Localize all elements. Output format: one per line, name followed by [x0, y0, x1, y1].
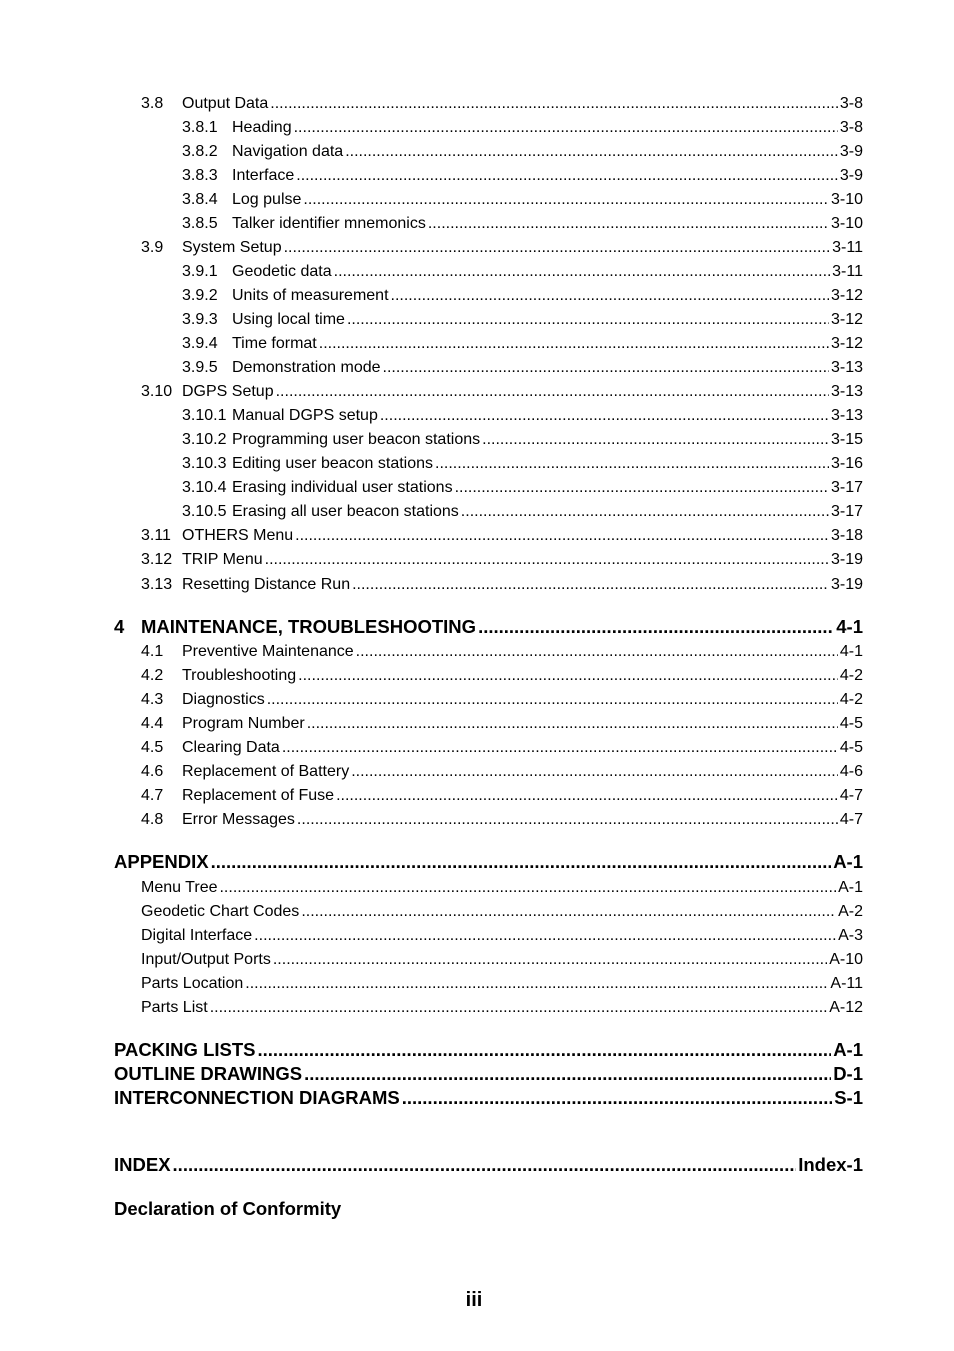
dot-leader [383, 358, 829, 378]
toc-entry-title: INDEX [114, 1154, 171, 1175]
toc-entry-title: DGPS Setup [182, 383, 274, 400]
toc-entry-page: 3-13 [830, 359, 863, 376]
dot-leader [352, 575, 829, 595]
toc-entry[interactable] [182, 286, 863, 306]
toc-entry[interactable] [141, 550, 863, 570]
toc-entry-page: 4-7 [839, 811, 863, 828]
toc-entry[interactable] [114, 850, 863, 874]
dot-leader [245, 974, 828, 994]
toc-entry[interactable] [141, 902, 863, 922]
dot-leader [258, 1038, 832, 1062]
dot-leader [294, 118, 838, 138]
toc-entry-title: PACKING LISTS [114, 1039, 256, 1060]
toc-entry-page: 3-12 [830, 311, 863, 328]
dot-leader [219, 878, 836, 898]
toc-entry-number: 3.10 [141, 383, 173, 400]
dot-leader [345, 142, 838, 162]
toc-entry-page: 3-18 [830, 527, 863, 544]
toc-entry-number: 3.8.1 [182, 119, 218, 136]
dot-leader [273, 950, 827, 970]
toc-entry[interactable] [141, 666, 863, 686]
toc-entry-number: 3.11 [141, 527, 171, 544]
dot-leader [296, 166, 838, 186]
toc-entry-title: Interface [232, 167, 295, 184]
toc-entry-title: Input/Output Ports [141, 951, 271, 968]
toc-entry-title: System Setup [182, 239, 282, 256]
toc-entry-page: 3-11 [832, 239, 863, 256]
toc-entry-number: 3.10.5 [182, 503, 227, 520]
toc-entry-title: Resetting Distance Run [182, 576, 351, 593]
toc-entry-page: A-1 [833, 1039, 863, 1060]
toc-entry-title: Geodetic Chart Codes [141, 903, 300, 920]
dot-leader [334, 262, 831, 282]
toc-entry[interactable] [182, 262, 863, 282]
toc-entry-page: 3-17 [830, 503, 863, 520]
dot-leader [297, 810, 838, 830]
toc-entry[interactable] [141, 974, 863, 994]
toc-entry-number: 4 [114, 616, 125, 637]
toc-entry-page: A-1 [833, 851, 863, 872]
toc-entry-page: 3-13 [830, 407, 863, 424]
toc-entry[interactable] [182, 166, 863, 186]
toc-entry-title: Preventive Maintenance [182, 643, 354, 660]
toc-entry-title: Diagnostics [182, 691, 265, 708]
toc-entry-page: 3-9 [839, 143, 863, 160]
toc-entry-title: Error Messages [182, 811, 295, 828]
toc-entry-page: 3-10 [830, 191, 863, 208]
toc-entry-page: 4-5 [839, 739, 863, 756]
toc-entry-page: 3-12 [830, 335, 863, 352]
toc-entry-title: Demonstration mode [232, 359, 381, 376]
toc-entry-page: A-1 [838, 879, 863, 896]
toc-entry-title: Troubleshooting [182, 667, 297, 684]
toc-entry-title: Log pulse [232, 191, 302, 208]
toc-entry[interactable] [114, 1062, 863, 1086]
dot-leader [319, 334, 829, 354]
toc-entry-title: Heading [232, 119, 292, 136]
toc-entry-page: S-1 [834, 1087, 863, 1108]
toc-entry-title: Time format [232, 335, 317, 352]
toc-entry-title: OUTLINE DRAWINGS [114, 1063, 303, 1084]
dot-leader [211, 850, 832, 874]
toc-entry[interactable] [141, 526, 863, 546]
toc-entry-number: 4.7 [141, 787, 164, 804]
toc-entry-number: 3.9.3 [182, 311, 218, 328]
toc-entry-title: Talker identifier mnemonics [232, 215, 426, 232]
toc-entry-page: 4-1 [836, 616, 863, 637]
toc-entry-page: 3-17 [830, 479, 863, 496]
toc-entry-page: 4-5 [839, 715, 863, 732]
toc-entry-page: 3-9 [839, 167, 863, 184]
toc-entry[interactable] [141, 878, 863, 898]
toc-entry-number: 3.8.2 [182, 143, 218, 160]
dot-leader [276, 382, 829, 402]
toc-entry-title: Replacement of Battery [182, 763, 350, 780]
toc-entry[interactable] [182, 142, 863, 162]
dot-leader [435, 454, 829, 474]
dot-leader [482, 430, 829, 450]
toc-entry[interactable] [114, 1038, 863, 1062]
toc-entry-number: 3.10.3 [182, 455, 227, 472]
toc-entry[interactable] [141, 575, 863, 595]
toc-entry-page: A-10 [829, 951, 863, 968]
toc-entry-page: A-2 [838, 903, 863, 920]
toc-entry-title: Parts Location [141, 975, 244, 992]
toc-entry-page: 3-15 [830, 431, 863, 448]
dot-leader [295, 526, 829, 546]
dot-leader [461, 502, 829, 522]
toc-entry-title: Navigation data [232, 143, 344, 160]
toc-entry-page: A-11 [830, 975, 863, 992]
dot-leader [455, 478, 829, 498]
toc-entry-number: 4.6 [141, 763, 164, 780]
toc-entry-page: 3-19 [830, 551, 863, 568]
toc-entry[interactable] [141, 786, 863, 806]
toc-entry[interactable] [141, 926, 863, 946]
toc-entry-page: 4-7 [839, 787, 863, 804]
toc-entry-title: APPENDIX [114, 851, 209, 872]
toc-entry-page: 3-12 [830, 287, 863, 304]
toc-entry-number: 3.9 [141, 239, 164, 256]
toc-entry[interactable] [141, 998, 863, 1018]
toc-entry[interactable] [182, 430, 863, 450]
toc-entry-number: 3.9.4 [182, 335, 218, 352]
toc-entry-number: 4.1 [141, 643, 164, 660]
toc-entry-number: 4.5 [141, 739, 164, 756]
toc-entry[interactable] [141, 810, 863, 830]
toc-entry-page: 3-10 [830, 215, 863, 232]
dot-leader [210, 998, 828, 1018]
dot-leader [380, 406, 829, 426]
dot-leader [356, 642, 838, 662]
toc-entry-page: A-12 [829, 999, 863, 1016]
toc-entry-number: 3.8.5 [182, 215, 218, 232]
toc-entry-number: 4.4 [141, 715, 164, 732]
dot-leader [402, 1086, 832, 1110]
toc-entry-page: 3-11 [832, 263, 863, 280]
toc-entry-page: 3-13 [830, 383, 863, 400]
toc-entry[interactable] [141, 690, 863, 710]
toc-entry-title: Using local time [232, 311, 345, 328]
toc-entry-title: Parts List [141, 999, 208, 1016]
toc-entry-number: 3.10.1 [182, 407, 227, 424]
toc-entry[interactable] [141, 94, 863, 114]
toc-entry[interactable] [141, 762, 863, 782]
toc-entry-title: Geodetic data [232, 263, 332, 280]
toc-entry-number: 3.9.2 [182, 287, 218, 304]
toc-entry-title: Clearing Data [182, 739, 280, 756]
dot-leader [265, 550, 829, 570]
toc-entry-title: Output Data [182, 95, 269, 112]
toc-entry[interactable] [182, 310, 863, 330]
dot-leader [307, 714, 838, 734]
toc-entry[interactable] [141, 738, 863, 758]
toc-entry-title: Program Number [182, 715, 305, 732]
toc-entry-title: INTERCONNECTION DIAGRAMS [114, 1087, 400, 1108]
toc-entry-page: 4-2 [839, 691, 863, 708]
toc-entry[interactable] [114, 1086, 863, 1110]
dot-leader [298, 666, 838, 686]
dot-leader [347, 310, 829, 330]
toc-entry-title: Erasing individual user stations [232, 479, 453, 496]
toc-entry-number: 3.10.2 [182, 431, 227, 448]
toc-entry-page: 4-6 [839, 763, 863, 780]
toc-entry-page: 3-19 [830, 576, 863, 593]
toc-entry-page: Index-1 [798, 1154, 863, 1175]
dot-leader [282, 738, 838, 758]
toc-entry-title: Erasing all user beacon stations [232, 503, 459, 520]
dot-leader [428, 214, 829, 234]
toc-entry[interactable] [141, 950, 863, 970]
dot-leader [336, 786, 838, 806]
toc-entry-page: D-1 [833, 1063, 863, 1084]
toc-entry-number: 4.8 [141, 811, 164, 828]
toc-entry-title: Manual DGPS setup [232, 407, 378, 424]
dot-leader [303, 190, 829, 210]
toc-entry[interactable] [141, 714, 863, 734]
toc-entry-number: 3.10.4 [182, 479, 227, 496]
toc-entry-title: Replacement of Fuse [182, 787, 335, 804]
toc-entry-number: 3.12 [141, 551, 173, 568]
toc-entry-title: Programming user beacon stations [232, 431, 481, 448]
toc-entry[interactable] [114, 615, 863, 639]
toc-entry-page: 4-1 [839, 643, 863, 660]
toc-entry-number: 3.8.4 [182, 191, 218, 208]
toc-entry-page: 4-2 [839, 667, 863, 684]
toc-entry[interactable] [182, 406, 863, 426]
toc-entry-number: 3.9.5 [182, 359, 218, 376]
toc-entry[interactable] [182, 334, 863, 354]
toc-entry[interactable] [182, 358, 863, 378]
toc-entry[interactable] [182, 214, 863, 234]
toc-entry-page: A-3 [838, 927, 863, 944]
toc-entry-title: Units of measurement [232, 287, 389, 304]
toc-entry[interactable] [141, 238, 863, 258]
toc-entry-title: Menu Tree [141, 879, 218, 896]
dot-leader [267, 690, 838, 710]
toc-entry-number: 3.9.1 [182, 263, 218, 280]
toc-entry-number: 3.8 [141, 95, 164, 112]
dot-leader [478, 615, 834, 639]
toc-entry[interactable] [141, 642, 863, 662]
declaration-of-conformity: Declaration of Conformity [114, 1198, 342, 1219]
toc-entry-title: MAINTENANCE, TROUBLESHOOTING [141, 616, 477, 637]
toc-entry-number: 3.13 [141, 576, 173, 593]
toc-entry-title: Digital Interface [141, 927, 253, 944]
toc-entry-page: 3-8 [839, 95, 863, 112]
dot-leader [254, 926, 836, 946]
toc-entry-page: 3-16 [830, 455, 863, 472]
dot-leader [304, 1062, 831, 1086]
dot-leader [284, 238, 831, 258]
toc-entry[interactable] [182, 502, 863, 522]
toc-entry[interactable] [114, 1153, 863, 1177]
toc-entry[interactable] [141, 382, 863, 402]
toc-entry[interactable] [182, 118, 863, 138]
dot-leader [270, 94, 838, 114]
toc-entry[interactable] [182, 478, 863, 498]
toc-entry-title: TRIP Menu [182, 551, 263, 568]
toc-entry-number: 4.3 [141, 691, 164, 708]
toc-entry-title: Editing user beacon stations [232, 455, 434, 472]
toc-entry-number: 3.8.3 [182, 167, 218, 184]
toc-entry-number: 4.2 [141, 667, 164, 684]
page-number: iii [465, 1289, 483, 1311]
dot-leader [301, 902, 836, 922]
toc-entry[interactable] [182, 190, 863, 210]
toc-entry-title: OTHERS Menu [182, 527, 294, 544]
dot-leader [391, 286, 829, 306]
dot-leader [351, 762, 838, 782]
toc-entry-page: 3-8 [839, 119, 863, 136]
dot-leader [173, 1153, 797, 1177]
toc-entry[interactable] [182, 454, 863, 474]
